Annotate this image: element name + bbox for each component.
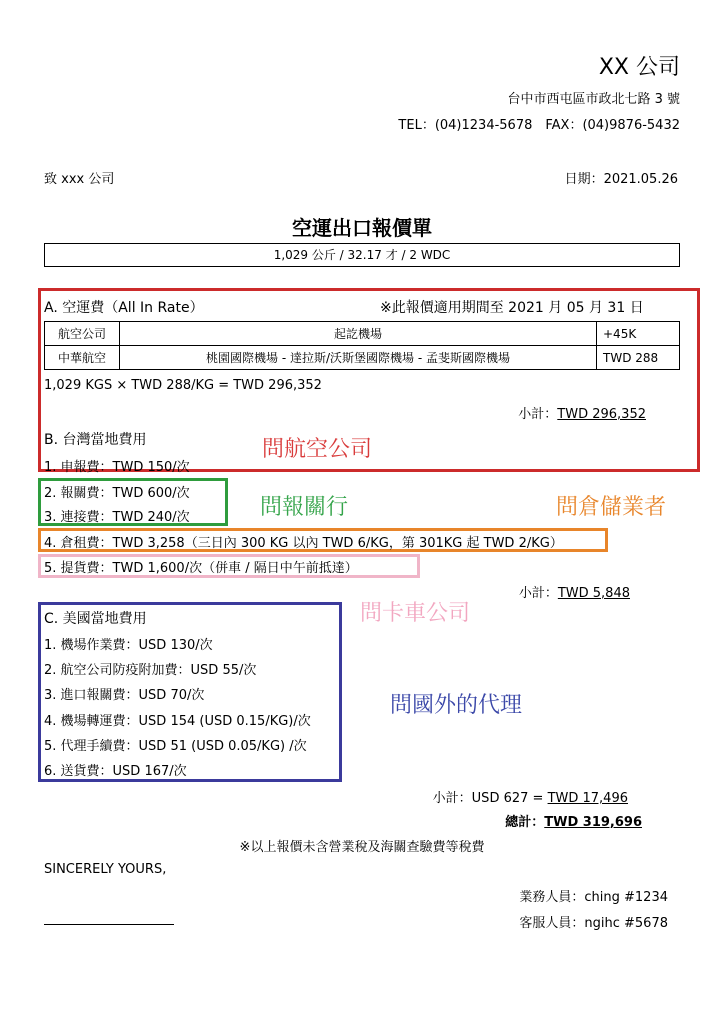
total-label: 總計： <box>505 815 545 830</box>
annotation-ask-airline: 問航空公司 <box>262 437 373 462</box>
annotation-ask-customs-broker: 問報關行 <box>260 495 349 520</box>
subtotal-label: 小計：USD 627 = <box>432 791 548 806</box>
recipient: 致 xxx 公司 <box>44 172 115 187</box>
closing: SINCERELY YOURS, <box>44 862 167 877</box>
cell-rate: TWD 288 <box>597 346 680 370</box>
subtotal-label: 小計： <box>518 586 558 601</box>
section-a-heading: A. 空運費（All In Rate） <box>44 300 204 316</box>
list-item: 1. 申報費：TWD 150/次 <box>44 460 190 475</box>
cell-route: 桃園國際機場 - 達拉斯/沃斯堡國際機場 - 孟斐斯國際機場 <box>120 346 597 370</box>
list-item: 2. 報關費：TWD 600/次 <box>44 486 190 501</box>
section-b-subtotal <box>519 582 630 601</box>
service-rep: 客服人員：ngihc #5678 <box>519 916 668 931</box>
total-value: TWD 319,696 <box>544 815 642 830</box>
list-item: 6. 送貨費：USD 167/次 <box>44 764 187 779</box>
section-c-subtotal <box>433 787 628 806</box>
annotation-ask-warehouse: 問倉儲業者 <box>556 495 667 520</box>
header-rate: +45K <box>597 322 680 346</box>
shipment-summary: 1,029 公斤 / 32.17 才 / 2 WDC <box>44 243 680 267</box>
subtotal-value: TWD 5,848 <box>557 586 630 601</box>
annotation-ask-trucking: 問卡車公司 <box>360 601 471 626</box>
subtotal-value: TWD 296,352 <box>557 407 646 422</box>
tax-exclusion-note: ※以上報價未含營業稅及海關查驗費等稅費 <box>239 840 485 855</box>
table-row <box>45 346 680 370</box>
cell-airline: 中華航空 <box>45 346 120 370</box>
subtotal-value: TWD 17,496 <box>547 791 628 806</box>
list-item: 4. 機場轉運費：USD 154 (USD 0.15/KG)/次 <box>44 714 311 729</box>
validity-note: ※此報價適用期間至 2021 月 05 月 31 日 <box>380 300 644 316</box>
list-item: 3. 進口報關費：USD 70/次 <box>44 688 205 703</box>
list-item: 3. 連接費：TWD 240/次 <box>44 510 190 525</box>
header-route: 起訖機場 <box>120 322 597 346</box>
rate-table <box>44 321 680 370</box>
document-title: 空運出口報價單 <box>292 216 432 240</box>
sales-rep: 業務人員：ching #1234 <box>519 890 668 905</box>
section-c-heading: C. 美國當地費用 <box>44 611 147 627</box>
company-address: 台中市西屯區市政北七路 3 號 <box>507 92 680 107</box>
header-airline: 航空公司 <box>45 322 120 346</box>
air-freight-calculation: 1,029 KGS × TWD 288/KG = TWD 296,352 <box>44 378 322 393</box>
list-item: 5. 提貨費：TWD 1,600/次（併車 / 隔日中午前抵達） <box>44 561 358 576</box>
quote-date: 日期：2021.05.26 <box>564 172 678 187</box>
section-a-subtotal <box>518 403 646 422</box>
section-b-heading: B. 台灣當地費用 <box>44 432 147 448</box>
list-item: 5. 代理手續費：USD 51 (USD 0.05/KG) /次 <box>44 739 307 754</box>
annotation-ask-overseas-agent: 問國外的代理 <box>390 693 523 718</box>
list-item: 4. 倉租費：TWD 3,258（三日內 300 KG 以內 TWD 6/KG，第 301KG 起 TWD 2/KG） <box>44 536 563 551</box>
subtotal-label: 小計： <box>518 407 558 422</box>
company-contact: TEL：(04)1234-5678 FAX：(04)9876-5432 <box>398 118 680 133</box>
list-item: 2. 航空公司防疫附加費：USD 55/次 <box>44 663 257 678</box>
signature-line <box>44 924 174 925</box>
table-header-row <box>45 322 680 346</box>
grand-total <box>505 811 642 830</box>
list-item: 1. 機場作業費：USD 130/次 <box>44 638 213 653</box>
company-name: XX 公司 <box>598 55 680 80</box>
